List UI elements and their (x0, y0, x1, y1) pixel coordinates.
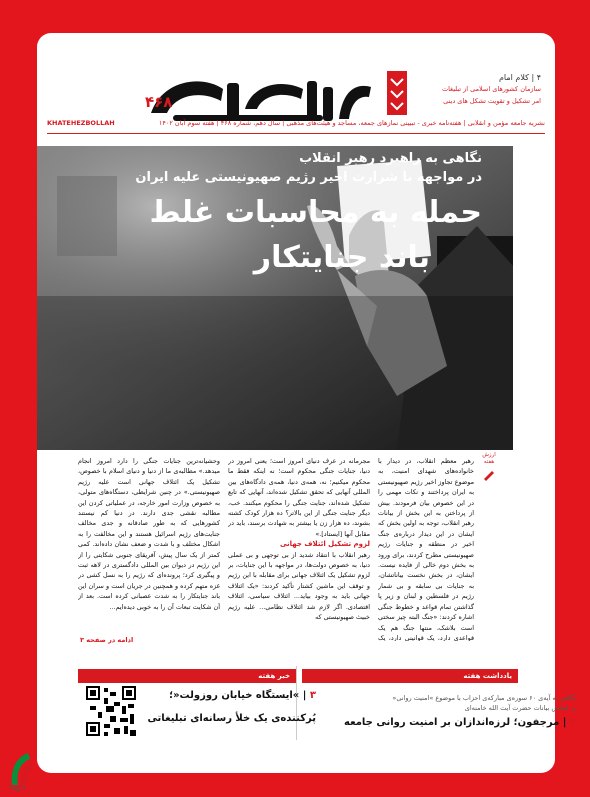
page-info: ۴ | کلام امام (498, 73, 541, 82)
tag-label-2: هفته (483, 459, 495, 465)
column-2-text-b: رهبر انقلاب با انتقاد شدید از بی توجهی و بی عملی دنیا، به خصوص دولت‌ها، در مواجهه با این جنایات، بر لزوم تشکیل یک ائتلاف جهانی برای مقابله با این رژیم و توقف این ماشین کشتار تأکید کردند: «یک ائتلاف جهانی باید به وجود بیاید... ائتلاف سیاسی، ائتلاف اقتصادی. اگر لازم شد ائتلاف نظامی... علیه رژیم خبیث صهیونیستی که (228, 550, 370, 622)
hajj-site-text: Hajj.ir (9, 785, 27, 792)
publication-details: نشریه جامعه مؤمن و انقلابی | هفته‌نامه خبری - تبیینی نمازهای جمعه، مساجد و هیئت‌های مذهبی | سال دهم، شماره ۴۶۸ | هفته سوم آبان ۱۴۰۲ (158, 119, 545, 127)
org-line-2: امر تشکیل و تقویت تشکل های دینی (443, 97, 541, 105)
weekly-news-page: ۳ (309, 690, 316, 701)
masthead-info (371, 73, 541, 106)
article-column-2 (228, 456, 370, 641)
footer-divider (296, 666, 297, 740)
hero-image (37, 146, 513, 450)
weekly-note-description (336, 693, 576, 713)
headline-line-1: حمله به محاسبات غلط (149, 195, 482, 230)
article-column-1 (378, 456, 474, 641)
headline-line-2: باند جنایتکار (253, 240, 430, 275)
site-name: KHATEHEZBOLLAH (47, 119, 115, 127)
column-2-subhead: لزوم تشکیل ائتلاف جهانی (279, 540, 370, 549)
weekly-note-title-text: مرجفون؛ لرزه‌اندازان بر امنیت روانی جامعه (344, 717, 560, 728)
pen-icon (482, 469, 496, 481)
hero-super-2: در مواجهه با شرارت اخیر رژیم صهیونیستی علیه ایران (135, 170, 482, 185)
weekly-note-header: یادداشت هفته (302, 669, 518, 683)
tag-label-1: ارزش (482, 452, 496, 458)
weekly-news-title-1-text: »ایستگاه خیابان روزولت«؛ (169, 690, 300, 701)
hand-photo-illustration (37, 146, 513, 450)
column-2-text: مجرمانه در عرف دنیای امروز است؛ یعنی امروز در دنیا، جنایات جنگی محکوم است؛ نه اینکه فقط ما محکوم میکنیم؛ نه، همه‌ی دنیا، همه‌ی دادگاه‌های بین المللی آنهایی که تحقق تشکیل شده‌اند، آنهایی که تابع تشکیل شده‌اند، جنایت جنگی را محکوم میکنند. خب، دیگر جنایت جنگی از این بالاتر؟ ده هزار کودک کشته بشوند، ده هزار زن یا بیشتر به شهادت برسند، باید در مقابل آنها [ایستاد].» (228, 457, 370, 538)
column-1-text: رهبر معظم انقلاب، در دیدار با خانواده‌های شهدای امنیت، به موضوع تجاوز اخیر رژیم صهیونیستی به ایران پرداختند و نکات مهمی را در این خصوص بیان فرمودند. بیش از پرداختن به این بخش از بیانات رهبر انقلاب، توجه به اولین بخش که ایشان در این دیدار درباره‌ی جنگ اخیر در منطقه و جنایات رژیم صهیونیستی مطرح کردند، برای ورود به بخش دوم خالی از فایده نیست. ایشان، در بخش نخست بیاناتشان، به جنایات بی سابقه و بی شمار رژیم در فلسطین و لبنان و زیر پا گذاشتن تمام قواعد و خطوط جنگی اشاره کردند: «جنگ البته چیز سختی است بلاشک، منتها جنگ هم یک قواعدی دارد، یک قوانینی دارد، یک (378, 457, 474, 641)
org-line-1: سازمان کشور‌های اسلامی ‌از تبلیغات (441, 85, 541, 93)
masthead-rule (47, 133, 545, 134)
weekly-news-title-1[interactable]: ۳ | »ایستگاه خیابان روزولت«؛ (169, 690, 316, 701)
issue-number: ۴۶۸ (145, 93, 173, 111)
masthead-strip (47, 119, 545, 131)
masthead (37, 33, 555, 143)
weekly-news-header: خبر هفته (78, 669, 296, 683)
value-of-week-tag (477, 452, 501, 482)
weekly-note-desc-2: بر اساس بیانات حضرت آیت الله خامنه‌ای (464, 704, 576, 712)
weekly-note-title[interactable]: ۲ | مرجفون؛ لرزه‌اندازان بر امنیت روانی جامعه (344, 717, 576, 728)
article-column-3 (78, 456, 220, 634)
qr-code-icon[interactable] (86, 686, 136, 736)
column-3-text: وحشیانه‌ترین جنایات جنگی را دارد امروز انجام میدهد.» مطالبه‌ی ما از دنیا و دنیای اسلام با خصوص، تشکیل یک ائتلاف جهانی است علیه رژیم صهیونیستی.» در چنین شرایطی، دستگاه‌های متولی، به خصوص وزارت امور خارجه، در عملیاتی کردن این مطالبه نقشی جدی دارند. در دنیا کم نیستند کشورهایی که به طور صادقانه و جدی مخالف جنایت‌های رژیم اسرائیل هستند و این مخالفت را به اشکال مختلف و با شدت و ضعف نشان داده‌اند. کمی کمتر از یک سال پیش، آفریقای جنوبی شکایتی را از این رژیم در دیوان بین المللی دادگستری در لاهه ثبت و پیگیری کرد؛ پرونده‌ای که رژیم را به نسل کشی در غزه متهم کرده و همچنین در جریان است و سران این باند جنایتکار را به شدت عصبانی کرده است. بعد از آن شکایت تبعات آن را به خوبی دیده‌ایم... (78, 457, 220, 611)
weekly-note-page: ۲ (569, 717, 576, 728)
continued-link[interactable]: ادامه در صفحه ۳ (80, 636, 134, 644)
weekly-note-desc-1: نگاهی به آیه‌ی ۶۰ سوره‌ی مبارکه‌ی احزاب با موضوع »امنیت روانی« (392, 694, 576, 702)
weekly-news-title-2[interactable]: پُرکننده‌ی یک خلأ رسانه‌ای تبلیغاتی (147, 713, 316, 724)
hero-super-1: نگاهی به راهبرد رهبر انقلاب (299, 151, 482, 166)
